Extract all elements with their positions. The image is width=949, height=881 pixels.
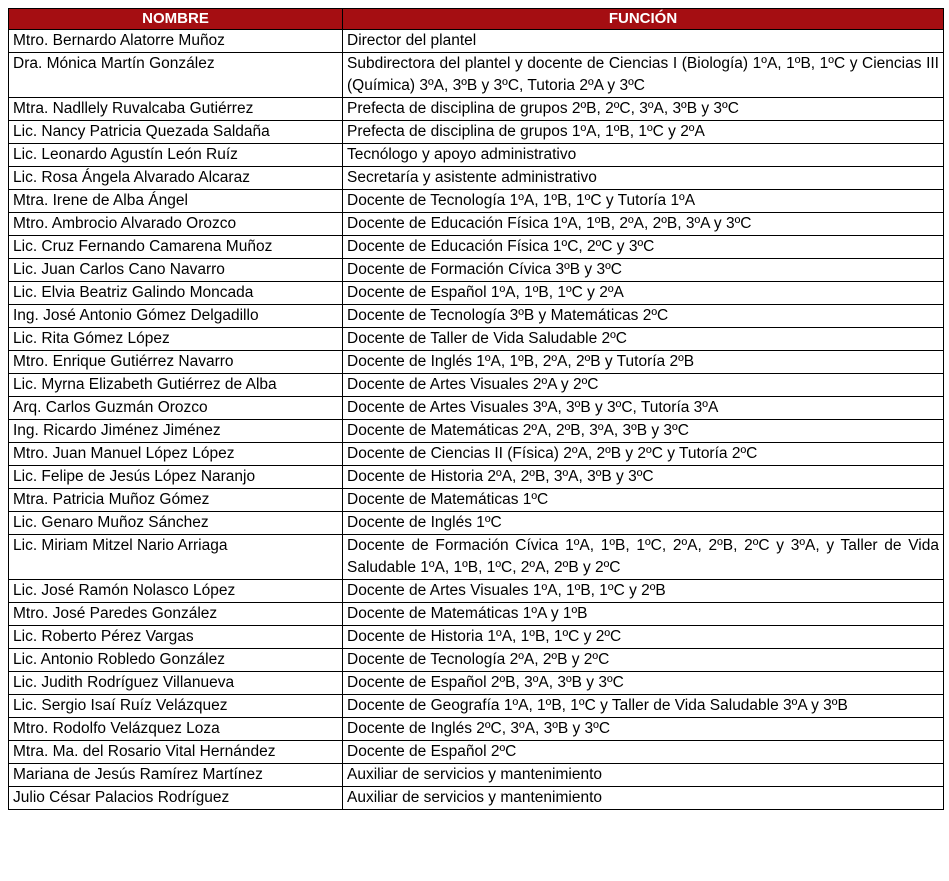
cell-nombre: Julio César Palacios Rodríguez <box>9 787 343 810</box>
table-row <box>9 718 944 741</box>
table-row <box>9 787 944 810</box>
cell-nombre: Arq. Carlos Guzmán Orozco <box>9 397 343 420</box>
table-row <box>9 764 944 787</box>
table-row <box>9 374 944 397</box>
table-body <box>9 30 944 810</box>
cell-funcion: Docente de Inglés 1ºA, 1ºB, 2ºA, 2ºB y Tutoría 2ºB <box>343 351 944 374</box>
cell-nombre: Mariana de Jesús Ramírez Martínez <box>9 764 343 787</box>
table-row <box>9 213 944 236</box>
cell-nombre: Lic. Myrna Elizabeth Gutiérrez de Alba <box>9 374 343 397</box>
table-row <box>9 420 944 443</box>
cell-funcion: Docente de Inglés 2ºC, 3ºA, 3ºB y 3ºC <box>343 718 944 741</box>
table-header-row <box>9 9 944 30</box>
table-row <box>9 328 944 351</box>
column-header-nombre: NOMBRE <box>9 9 343 30</box>
cell-funcion: Director del plantel <box>343 30 944 53</box>
cell-funcion: Prefecta de disciplina de grupos 1ºA, 1ºB, 1ºC y 2ºA <box>343 121 944 144</box>
table-row <box>9 305 944 328</box>
table-row <box>9 489 944 512</box>
cell-funcion: Subdirectora del plantel y docente de Ciencias I (Biología) 1ºA, 1ºB, 1ºC y Ciencias III (Química) 3ºA, 3ºB y 3ºC, Tutoria 2ºA y 3ºC <box>343 53 944 98</box>
cell-funcion: Docente de Historia 2ºA, 2ºB, 3ºA, 3ºB y 3ºC <box>343 466 944 489</box>
cell-funcion: Docente de Tecnología 1ºA, 1ºB, 1ºC y Tutoría 1ºA <box>343 190 944 213</box>
cell-funcion: Docente de Español 2ºC <box>343 741 944 764</box>
staff-table-container <box>8 8 943 810</box>
table-row <box>9 144 944 167</box>
cell-funcion: Docente de Inglés 1ºC <box>343 512 944 535</box>
table-row <box>9 535 944 580</box>
cell-nombre: Lic. Roberto Pérez Vargas <box>9 626 343 649</box>
cell-funcion: Docente de Formación Cívica 1ºA, 1ºB, 1ºC, 2ºA, 2ºB, 2ºC y 3ºA, y Taller de Vida Saludable 1ºA, 1ºB, 1ºC, 2ºA, 2ºB y 2ºC <box>343 535 944 580</box>
table-row <box>9 167 944 190</box>
cell-nombre: Mtro. José Paredes González <box>9 603 343 626</box>
cell-funcion: Docente de Tecnología 3ºB y Matemáticas 2ºC <box>343 305 944 328</box>
cell-nombre: Lic. Leonardo Agustín León Ruíz <box>9 144 343 167</box>
cell-nombre: Lic. Nancy Patricia Quezada Saldaña <box>9 121 343 144</box>
table-row <box>9 259 944 282</box>
cell-funcion: Docente de Ciencias II (Física) 2ºA, 2ºB y 2ºC y Tutoría 2ºC <box>343 443 944 466</box>
cell-funcion: Docente de Artes Visuales 1ºA, 1ºB, 1ºC y 2ºB <box>343 580 944 603</box>
table-row <box>9 121 944 144</box>
cell-funcion: Docente de Artes Visuales 2ºA y 2ºC <box>343 374 944 397</box>
cell-funcion: Docente de Español 1ºA, 1ºB, 1ºC y 2ºA <box>343 282 944 305</box>
cell-nombre: Mtra. Irene de Alba Ángel <box>9 190 343 213</box>
table-row <box>9 236 944 259</box>
table-row <box>9 30 944 53</box>
table-row <box>9 466 944 489</box>
cell-nombre: Lic. Miriam Mitzel Nario Arriaga <box>9 535 343 580</box>
cell-nombre: Lic. Rita Gómez López <box>9 328 343 351</box>
cell-funcion: Docente de Matemáticas 1ºA y 1ºB <box>343 603 944 626</box>
cell-nombre: Lic. Genaro Muñoz Sánchez <box>9 512 343 535</box>
cell-nombre: Lic. José Ramón Nolasco López <box>9 580 343 603</box>
cell-funcion: Docente de Tecnología 2ºA, 2ºB y 2ºC <box>343 649 944 672</box>
cell-funcion: Docente de Artes Visuales 3ºA, 3ºB y 3ºC, Tutoría 3ºA <box>343 397 944 420</box>
cell-funcion: Docente de Formación Cívica 3ºB y 3ºC <box>343 259 944 282</box>
cell-funcion: Docente de Geografía 1ºA, 1ºB, 1ºC y Taller de Vida Saludable 3ºA y 3ºB <box>343 695 944 718</box>
cell-nombre: Lic. Rosa Ángela Alvarado Alcaraz <box>9 167 343 190</box>
cell-funcion: Auxiliar de servicios y mantenimiento <box>343 787 944 810</box>
table-row <box>9 512 944 535</box>
table-row <box>9 443 944 466</box>
staff-table <box>8 8 944 810</box>
cell-nombre: Ing. José Antonio Gómez Delgadillo <box>9 305 343 328</box>
cell-funcion: Docente de Taller de Vida Saludable 2ºC <box>343 328 944 351</box>
table-row <box>9 741 944 764</box>
column-header-funcion: FUNCIÓN <box>343 9 944 30</box>
table-row <box>9 603 944 626</box>
table-row <box>9 672 944 695</box>
cell-funcion: Tecnólogo y apoyo administrativo <box>343 144 944 167</box>
cell-funcion: Docente de Matemáticas 1ºC <box>343 489 944 512</box>
cell-funcion: Docente de Educación Física 1ºA, 1ºB, 2ºA, 2ºB, 3ºA y 3ºC <box>343 213 944 236</box>
cell-funcion: Docente de Matemáticas 2ºA, 2ºB, 3ºA, 3ºB y 3ºC <box>343 420 944 443</box>
cell-nombre: Mtro. Bernardo Alatorre Muñoz <box>9 30 343 53</box>
cell-nombre: Mtro. Juan Manuel López López <box>9 443 343 466</box>
table-row <box>9 98 944 121</box>
cell-nombre: Mtra. Patricia Muñoz Gómez <box>9 489 343 512</box>
cell-funcion: Docente de Español 2ºB, 3ºA, 3ºB y 3ºC <box>343 672 944 695</box>
table-row <box>9 190 944 213</box>
cell-nombre: Lic. Sergio Isaí Ruíz Velázquez <box>9 695 343 718</box>
cell-funcion: Prefecta de disciplina de grupos 2ºB, 2ºC, 3ºA, 3ºB y 3ºC <box>343 98 944 121</box>
cell-nombre: Lic. Juan Carlos Cano Navarro <box>9 259 343 282</box>
cell-nombre: Mtro. Ambrocio Alvarado Orozco <box>9 213 343 236</box>
cell-nombre: Ing. Ricardo Jiménez Jiménez <box>9 420 343 443</box>
cell-nombre: Lic. Antonio Robledo González <box>9 649 343 672</box>
table-row <box>9 351 944 374</box>
table-row <box>9 53 944 98</box>
cell-funcion: Docente de Educación Física 1ºC, 2ºC y 3ºC <box>343 236 944 259</box>
cell-nombre: Lic. Cruz Fernando Camarena Muñoz <box>9 236 343 259</box>
table-row <box>9 695 944 718</box>
cell-nombre: Mtro. Rodolfo Velázquez Loza <box>9 718 343 741</box>
cell-nombre: Lic. Judith Rodríguez Villanueva <box>9 672 343 695</box>
cell-nombre: Mtro. Enrique Gutiérrez Navarro <box>9 351 343 374</box>
cell-nombre: Dra. Mónica Martín González <box>9 53 343 98</box>
cell-funcion: Secretaría y asistente administrativo <box>343 167 944 190</box>
cell-funcion: Docente de Historia 1ºA, 1ºB, 1ºC y 2ºC <box>343 626 944 649</box>
cell-nombre: Mtra. Nadllely Ruvalcaba Gutiérrez <box>9 98 343 121</box>
table-row <box>9 580 944 603</box>
cell-nombre: Mtra. Ma. del Rosario Vital Hernández <box>9 741 343 764</box>
table-row <box>9 282 944 305</box>
cell-funcion: Auxiliar de servicios y mantenimiento <box>343 764 944 787</box>
cell-nombre: Lic. Elvia Beatriz Galindo Moncada <box>9 282 343 305</box>
cell-nombre: Lic. Felipe de Jesús López Naranjo <box>9 466 343 489</box>
table-row <box>9 626 944 649</box>
table-row <box>9 397 944 420</box>
table-row <box>9 649 944 672</box>
